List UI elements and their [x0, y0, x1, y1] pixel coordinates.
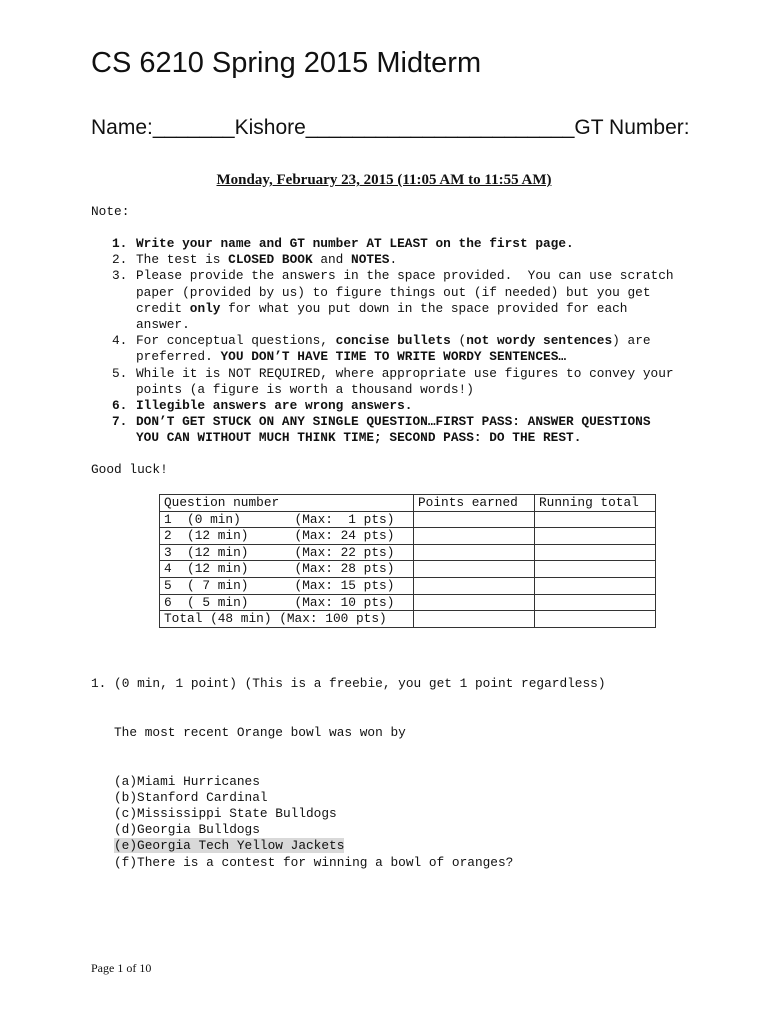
- table-cell: [535, 528, 656, 545]
- instruction-plain-text: While it is NOT REQUIRED, where appropriate use figures to convey your points (a figure is worth a thousand words!): [136, 365, 674, 397]
- table-row: [160, 577, 656, 594]
- instruction-text: [136, 333, 731, 365]
- instruction-bold-text: NOTES: [351, 252, 390, 268]
- table-cell: [535, 594, 656, 611]
- instruction-plain-text: Please provide the answers in the space provided. You can use scratch paper (provided by us) to figure things out (if needed) but you get credit: [136, 268, 674, 316]
- answer-option-label: (a): [114, 773, 138, 789]
- name-field-line: Name:_______Kishore_______________________GT Number:: [91, 116, 690, 139]
- instruction-bold-text: only: [189, 300, 221, 316]
- table-cell: Points earned: [414, 495, 535, 512]
- answer-option: [91, 774, 606, 790]
- instruction-bold-text: Write your name and GT number AT LEAST on the first page.: [136, 236, 574, 251]
- table-row: [160, 544, 656, 561]
- table-cell: Question number: [160, 495, 414, 512]
- instruction-bold-text: concise bullets: [335, 333, 451, 349]
- table-row: [160, 611, 656, 628]
- table-row: [160, 561, 656, 578]
- instruction-text: [136, 398, 731, 414]
- exam-date: Monday, February 23, 2015 (11:05 AM to 11:55 AM): [216, 172, 552, 188]
- table-cell: [535, 561, 656, 578]
- table-row: [160, 528, 656, 545]
- instruction-item: [91, 268, 731, 333]
- score-table: [159, 494, 656, 628]
- good-luck-text: Good luck!: [91, 462, 168, 477]
- instruction-plain-text: The test is: [136, 252, 229, 268]
- instruction-plain-text: .: [389, 252, 398, 268]
- instruction-number: 6.: [112, 398, 128, 414]
- table-cell: [414, 594, 535, 611]
- table-cell: [414, 577, 535, 594]
- instruction-item: [91, 333, 731, 365]
- instruction-item: [91, 236, 731, 252]
- answer-option-text: Miami Hurricanes: [137, 773, 260, 789]
- instruction-plain-text: ) are preferred.: [136, 333, 651, 365]
- question-1-options: [91, 774, 606, 871]
- table-cell: Total (48 min) (Max: 100 pts): [160, 611, 414, 628]
- instruction-bold-text: not wordy sentences: [466, 333, 613, 349]
- table-cell: [414, 544, 535, 561]
- answer-option-text: Georgia Tech Yellow Jackets: [137, 838, 345, 854]
- question-1-header: 1. (0 min, 1 point) (This is a freebie, you get 1 point regardless): [91, 676, 606, 692]
- instruction-plain-text: and: [312, 252, 352, 268]
- instruction-item: [91, 398, 731, 414]
- instruction-number: 4.: [112, 333, 128, 349]
- table-cell: [535, 611, 656, 628]
- instruction-text: [136, 366, 731, 398]
- instruction-bold-text: YOU DON’T HAVE TIME TO WRITE WORDY SENTENCES…: [220, 349, 567, 365]
- answer-option-text: There is a contest for winning a bowl of oranges?: [137, 854, 514, 870]
- table-cell: 4 (12 min) (Max: 28 pts): [160, 561, 414, 578]
- table-cell: [414, 528, 535, 545]
- instruction-number: 7.: [112, 414, 128, 430]
- answer-option: [91, 806, 606, 822]
- instruction-bold-text: DON’T GET STUCK ON ANY SINGLE QUESTION…FIRST PASS: ANSWER QUESTIONS YOU CAN WITHOUT MUCH THINK TIME; SECOND PASS: DO THE REST.: [136, 414, 651, 446]
- instruction-bold-text: Illegible answers are wrong answers.: [136, 398, 413, 414]
- table-cell: 1 (0 min) (Max: 1 pts): [160, 511, 414, 528]
- instruction-text: [136, 414, 731, 446]
- note-label: Note:: [91, 204, 130, 219]
- answer-option-label: (c): [114, 806, 138, 822]
- page-footer: Page 1 of 10: [91, 961, 152, 975]
- answer-option-text: Mississippi State Bulldogs: [137, 806, 337, 822]
- question-1: [91, 644, 606, 903]
- answer-option-label: (d): [114, 822, 138, 838]
- instruction-text: [136, 252, 731, 268]
- instruction-number: 5.: [112, 365, 128, 381]
- answer-option-label: (f): [114, 854, 138, 870]
- answer-option: [91, 838, 606, 854]
- table-cell: [414, 611, 535, 628]
- instruction-plain-text: (: [450, 333, 467, 349]
- table-cell: [535, 577, 656, 594]
- page-title: CS 6210 Spring 2015 Midterm: [91, 47, 482, 79]
- table-cell: 6 ( 5 min) (Max: 10 pts): [160, 594, 414, 611]
- instruction-item: [91, 366, 731, 398]
- table-cell: [414, 511, 535, 528]
- answer-option-label: (e): [114, 838, 138, 854]
- instruction-bold-text: CLOSED BOOK: [228, 252, 313, 268]
- answer-option-label: (b): [114, 789, 138, 805]
- table-row: [160, 594, 656, 611]
- table-cell: [535, 511, 656, 528]
- table-cell: [414, 561, 535, 578]
- instruction-item: [91, 414, 731, 446]
- table-cell: Running total: [535, 495, 656, 512]
- instruction-number: 1.: [112, 236, 128, 251]
- question-1-prompt: The most recent Orange bowl was won by: [114, 725, 406, 741]
- answer-option: [91, 790, 606, 806]
- table-header-row: [160, 495, 656, 512]
- instruction-plain-text: for what you put down in the space provided for each answer.: [136, 300, 628, 333]
- instruction-text: [136, 268, 731, 333]
- table-cell: 2 (12 min) (Max: 24 pts): [160, 528, 414, 545]
- instructions-list: [91, 236, 731, 447]
- table-cell: 5 ( 7 min) (Max: 15 pts): [160, 577, 414, 594]
- table-row: [160, 511, 656, 528]
- instruction-number: 2.: [112, 252, 128, 268]
- instruction-item: [91, 252, 731, 268]
- answer-option-text: Georgia Bulldogs: [137, 822, 260, 838]
- instruction-plain-text: For conceptual questions,: [136, 333, 336, 349]
- table-cell: 3 (12 min) (Max: 22 pts): [160, 544, 414, 561]
- instruction-number: 3.: [112, 268, 128, 284]
- answer-option: [91, 855, 606, 871]
- table-cell: [535, 544, 656, 561]
- instruction-text: [136, 236, 731, 252]
- answer-option: [91, 822, 606, 838]
- answer-option-text: Stanford Cardinal: [137, 789, 268, 805]
